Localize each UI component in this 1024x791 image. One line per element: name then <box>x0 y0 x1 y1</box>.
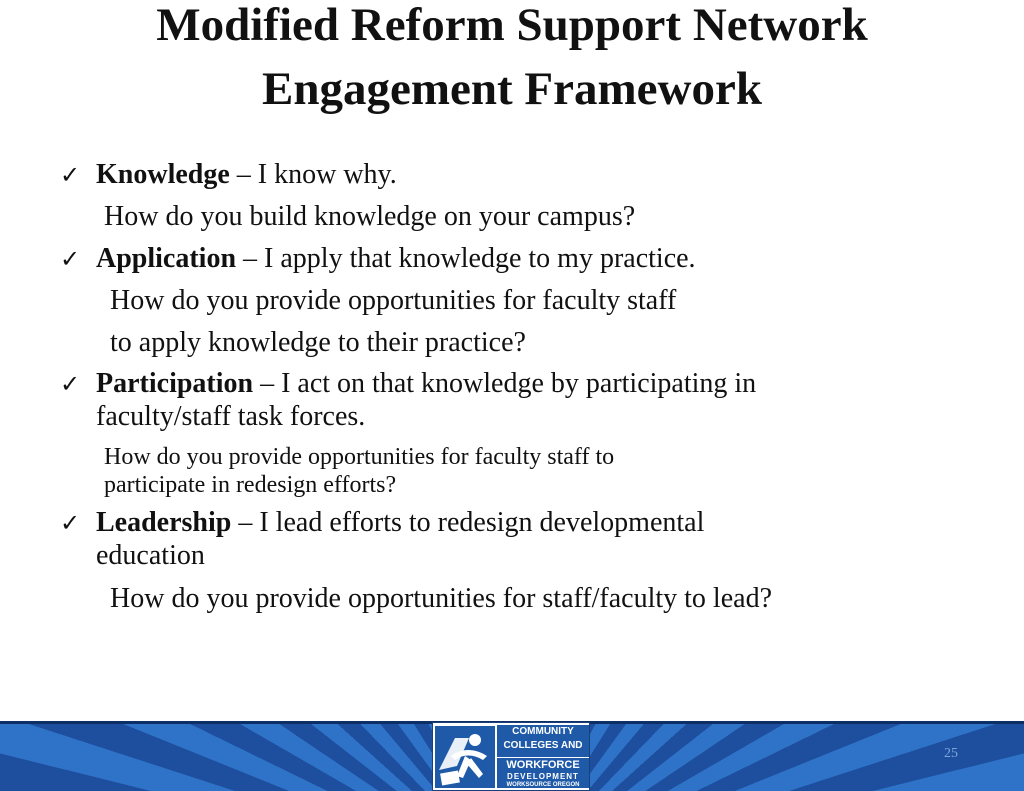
logo-line: DEVELOPMENT <box>507 772 579 781</box>
checkmark-icon: ✓ <box>60 370 81 398</box>
bullet-term: Participation <box>96 368 254 399</box>
title-line-2: Engagement Framework <box>262 63 762 115</box>
logo-line: WORKFORCE <box>506 759 580 771</box>
bullet-question: How do you build knowledge on your campus? <box>104 201 636 232</box>
bullet-question: How do you provide opportunities for staff/faculty to lead? <box>110 583 772 614</box>
bullet-term: Knowledge <box>96 159 230 190</box>
bullet-participation <box>96 367 756 401</box>
bullet-desc: – I apply that knowledge to my practice. <box>236 243 696 274</box>
runner-figure-icon <box>435 726 495 788</box>
logo-line: COLLEGES AND <box>503 740 583 751</box>
checkmark-icon: ✓ <box>60 509 81 537</box>
bullet-term: Application <box>96 243 237 274</box>
bullet-leadership <box>96 506 704 540</box>
bullet-desc: – I act on that knowledge by participating in <box>253 368 757 399</box>
bullet-term: Leadership <box>96 507 232 538</box>
bullet-desc-continued: faculty/staff task forces. <box>96 401 366 432</box>
logo-subtitle: WORKSOURCE OREGON <box>506 782 580 788</box>
bullet-desc: – I lead efforts to redesign developmental <box>231 507 705 538</box>
bullet-question: How do you provide opportunities for faculty staff to <box>104 444 615 470</box>
page-number: 25 <box>944 746 958 761</box>
runner-logo-icon <box>435 726 495 788</box>
ccwd-logo <box>432 722 590 791</box>
title-line-1: Modified Reform Support Network <box>156 0 868 51</box>
bullet-application <box>96 242 696 276</box>
logo-line: COMMUNITY <box>512 726 574 737</box>
logo-text-top <box>497 725 589 757</box>
bullet-question: participate in redesign efforts? <box>104 472 397 498</box>
bullet-question: How do you provide opportunities for faculty staff <box>110 285 677 316</box>
checkmark-icon: ✓ <box>60 245 81 273</box>
bullet-question: to apply knowledge to their practice? <box>110 327 526 358</box>
bullet-desc-continued: education <box>96 540 205 571</box>
checkmark-icon: ✓ <box>60 161 81 189</box>
bullet-desc: – I know why. <box>229 159 397 190</box>
footer-band <box>0 721 1024 791</box>
bullet-knowledge <box>96 158 397 192</box>
